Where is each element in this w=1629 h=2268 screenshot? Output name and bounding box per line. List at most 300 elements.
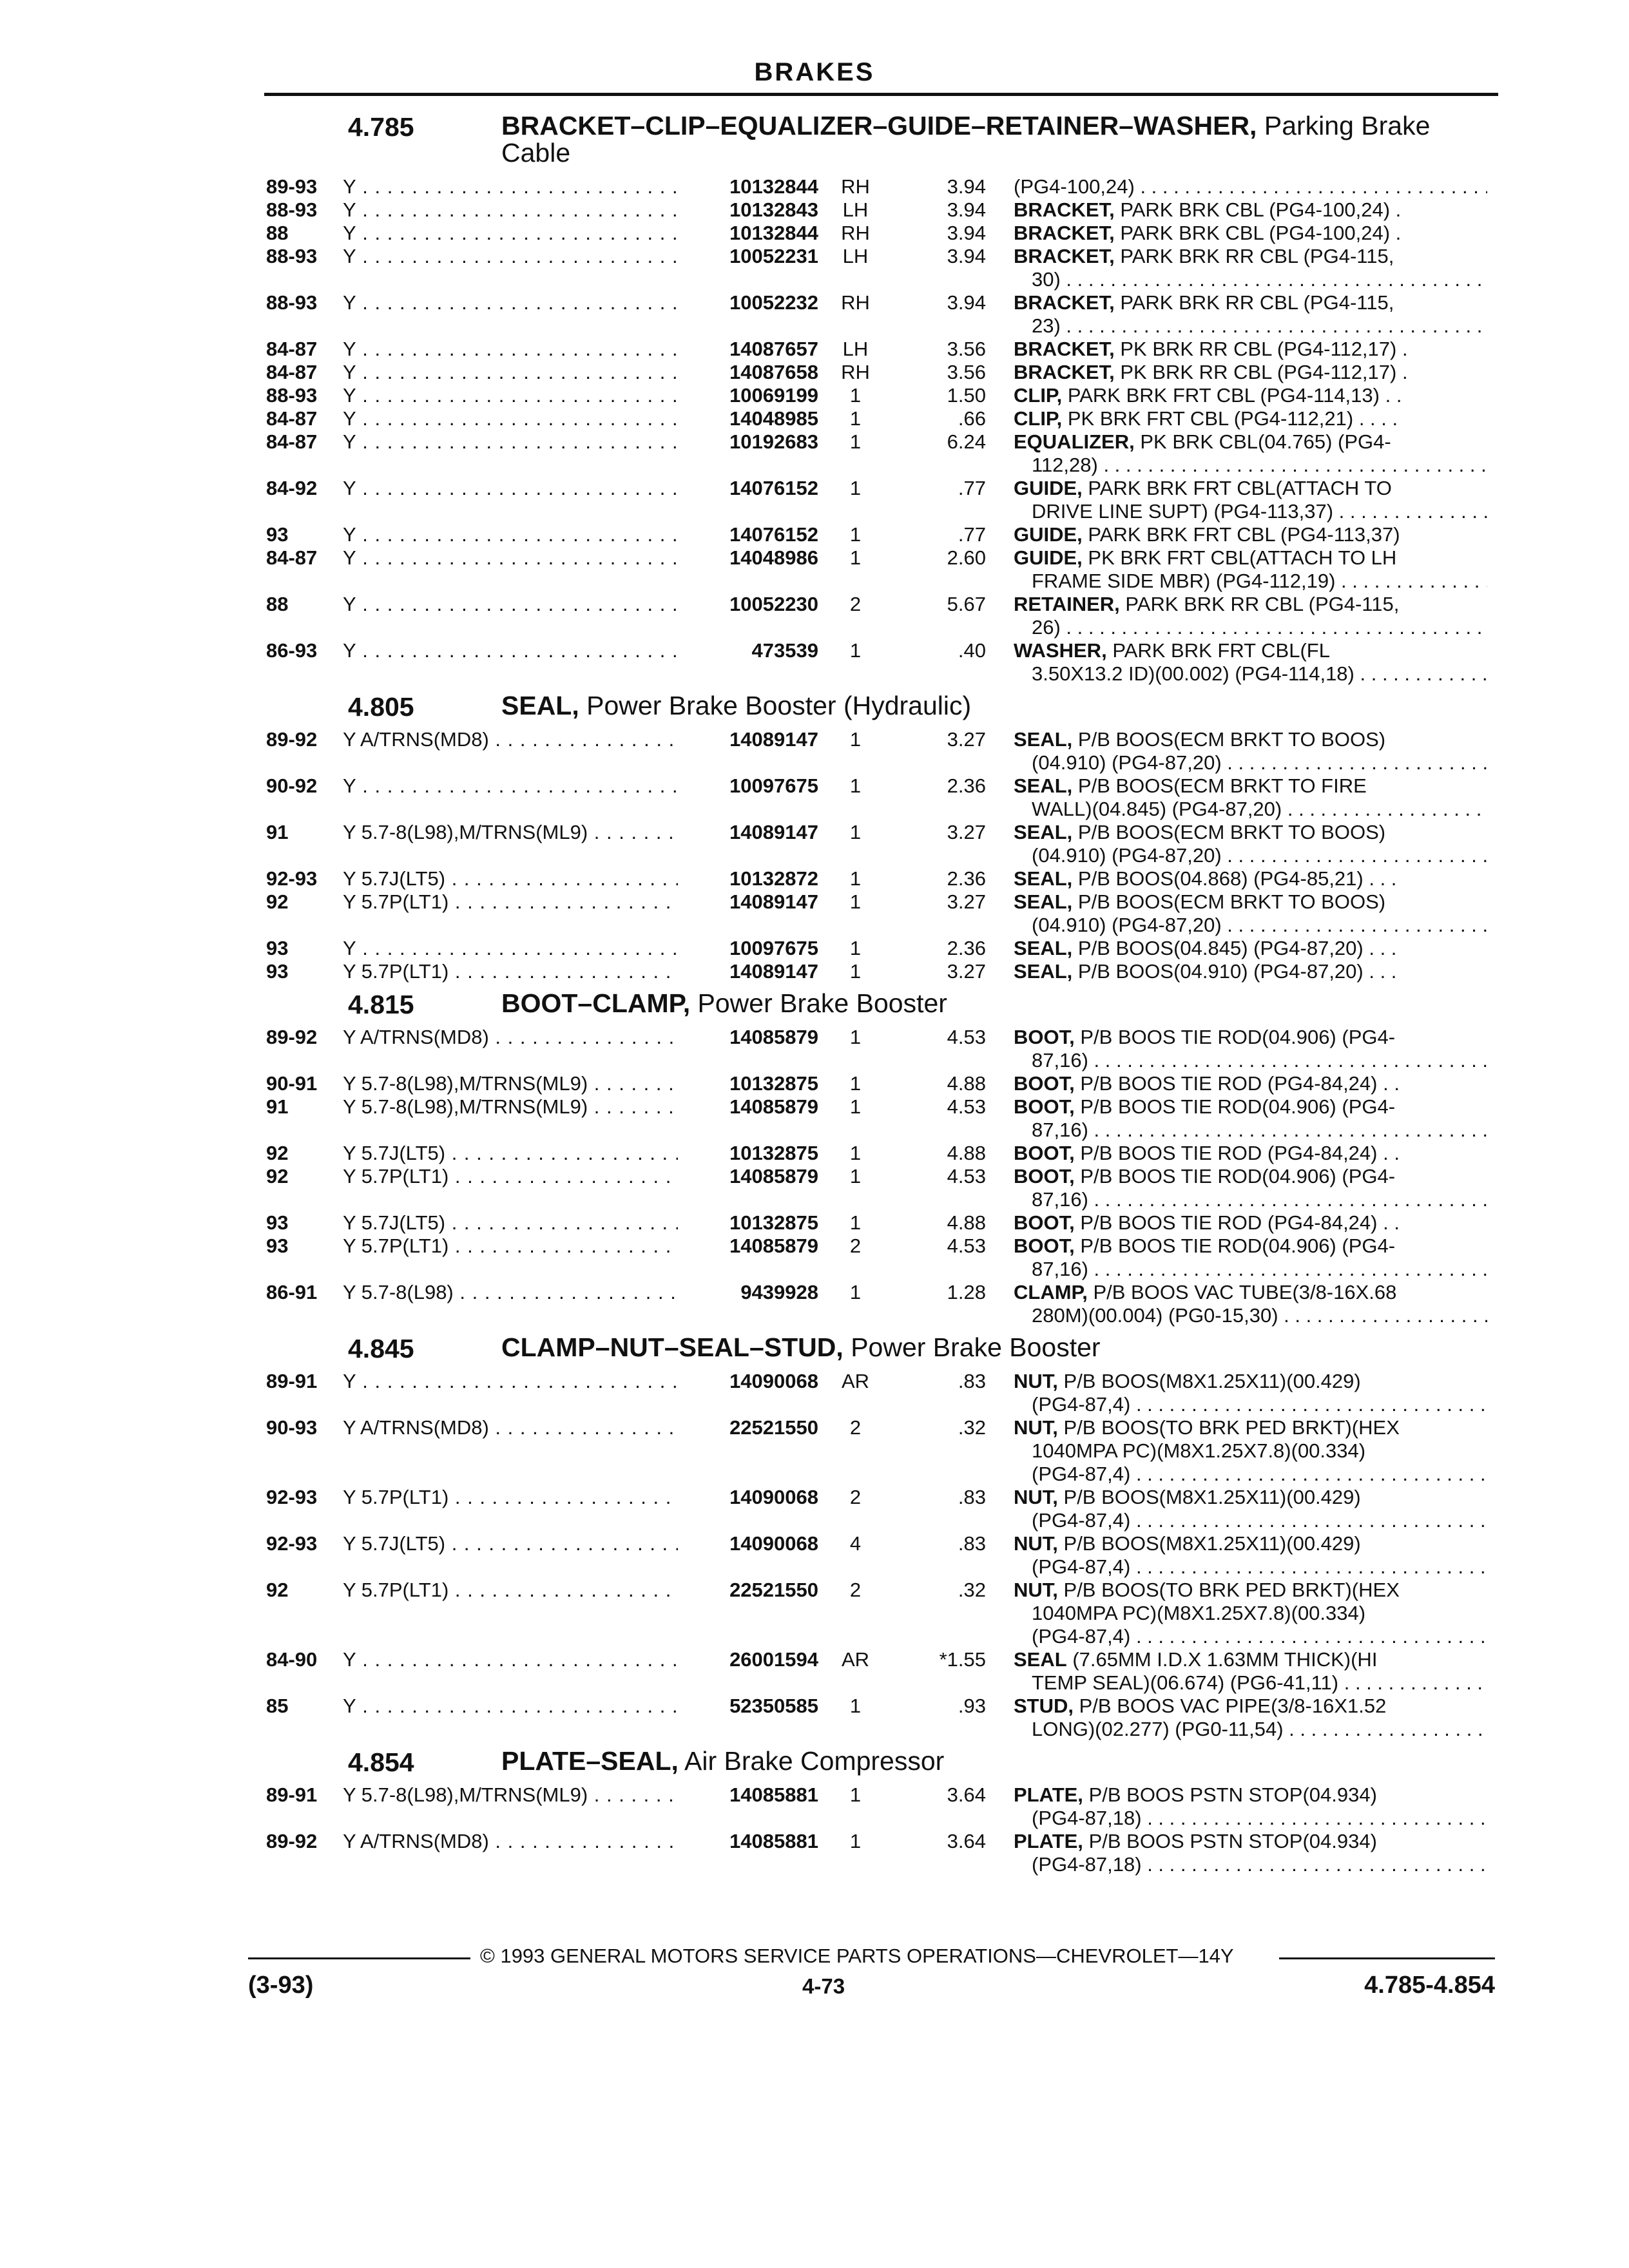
section-subtitle: Power Brake Booster [697,988,947,1018]
description-line [1014,1235,1487,1258]
part-number: 10192683 [729,430,818,453]
description-line [1014,1695,1487,1718]
model-years: 84-87 [266,546,318,569]
part-number: 9439928 [740,1281,818,1303]
description-line [1014,1370,1487,1393]
price: 3.64 [947,1830,986,1852]
description-line [1014,937,1487,960]
description [1014,384,1487,407]
quantity: 1 [849,1026,862,1048]
description-text: P/B BOOS(M8X1.25X11)(00.429) [1063,1532,1361,1555]
description-text: P/B BOOS TIE ROD (PG4-84,24) . . [1080,1211,1400,1234]
description-text: P/B BOOS VAC PIPE(3/8-16X1.52 [1079,1695,1387,1717]
price: 3.27 [947,728,986,751]
section-subtitle: Power Brake Booster [851,1332,1101,1362]
description-name: BOOT, [1014,1095,1075,1118]
section-header [0,691,1629,728]
section-name: PLATE–SEAL, [501,1746,679,1776]
part-number: 10132843 [729,198,818,221]
description-line [1014,268,1487,291]
description [1014,222,1487,245]
description-line [1014,914,1487,937]
table-row [0,1579,1629,1648]
application: Y . . . [343,523,678,546]
application: Y . . . [343,477,678,500]
description-line [1014,1783,1487,1807]
part-number: 10052232 [729,291,818,314]
description-text: P/B BOOS VAC TUBE(3/8-16X.68 [1093,1281,1397,1303]
model-years: 84-87 [266,407,318,430]
description-text: DRIVE LINE SUPT) (PG4-113,37) . . . . . . . [1032,500,1411,523]
quantity: AR [841,1370,870,1392]
table-row [0,1095,1629,1142]
part-number: 14048985 [729,407,818,430]
footer-rule-left [248,1957,470,1959]
description-line [1014,546,1487,570]
model-years: 86-93 [266,639,318,662]
description-name: STUD, [1014,1695,1074,1717]
description [1014,867,1487,890]
description-line [1014,1281,1487,1304]
description-name: SEAL, [1014,890,1073,913]
part-number: 14087657 [729,338,818,360]
model-years: 89-92 [266,728,318,751]
table-row [0,245,1629,291]
quantity: 4 [849,1532,862,1555]
part-number: 14090068 [729,1532,818,1555]
description-line [1014,1142,1487,1165]
application: Y 5.7P(LT1) . . . [343,1165,678,1188]
description [1014,774,1487,821]
description-line [1014,1393,1487,1416]
description-name: PLATE, [1014,1783,1083,1806]
description-line [1014,1532,1487,1555]
table-row [0,937,1629,960]
application: Y . . . [343,338,678,361]
description-line [1014,1671,1487,1695]
description-line [1014,1211,1487,1235]
description-name: SEAL, [1014,867,1073,890]
section-name: SEAL, [501,691,579,720]
application: Y . . . [343,291,678,314]
application: Y . . . [343,1695,678,1718]
part-number: 26001594 [729,1648,818,1671]
description-name: BOOT, [1014,1142,1075,1164]
price: .40 [958,639,986,662]
section-header [0,1332,1629,1370]
description [1014,1095,1487,1142]
description-text: PK BRK FRT CBL (PG4-112,21) . . . . [1067,407,1398,430]
application: Y . . . [343,430,678,454]
part-number: 10132844 [729,222,818,244]
description-name: GUIDE, [1014,523,1083,546]
quantity: 1 [849,774,862,797]
table-row [0,639,1629,686]
description-line [1014,477,1487,500]
price: .77 [958,523,986,546]
description-text: P/B BOOS(M8X1.25X11)(00.429) [1063,1486,1361,1508]
description-text: PK BRK CBL(04.765) (PG4- [1140,430,1391,453]
description-name: SEAL [1014,1648,1067,1671]
description-name: WASHER, [1014,639,1107,662]
description [1014,1165,1487,1211]
description-line [1014,1486,1487,1509]
page-title: BRAKES [754,58,875,86]
description [1014,1281,1487,1327]
description [1014,1235,1487,1281]
price: 4.53 [947,1095,986,1118]
application: Y . . . [343,245,678,268]
description-line [1014,639,1487,662]
application: Y . . . [343,1370,678,1393]
part-number: 14090068 [729,1370,818,1392]
description-line [1014,1830,1487,1853]
description [1014,639,1487,686]
description-text: PARK BRK FRT CBL (PG4-114,13) . . [1067,384,1402,407]
price: 2.36 [947,937,986,959]
description [1014,1695,1487,1741]
section-number: 4.854 [348,1747,414,1777]
model-years: 89-91 [266,1370,318,1392]
description-line [1014,1807,1487,1830]
model-years: 90-91 [266,1072,318,1095]
price: *1.55 [939,1648,986,1671]
description-name: BOOT, [1014,1211,1075,1234]
description-text: FRAME SIDE MBR) (PG4-112,19) . . . . . . . [1032,570,1413,592]
price: 3.64 [947,1783,986,1806]
section-title [501,112,1487,166]
table-row [0,477,1629,523]
description-line [1014,314,1487,338]
part-number: 473539 [751,639,818,662]
table-row [0,774,1629,821]
description-line [1014,844,1487,867]
parts-sections [0,106,1629,1876]
description-name: BRACKET, [1014,338,1115,360]
model-years: 92-93 [266,867,318,890]
part-number: 10097675 [729,774,818,797]
description-text: P/B BOOS TIE ROD(04.906) (PG4- [1080,1026,1396,1048]
section-name: CLAMP–NUT–SEAL–STUD, [501,1332,843,1362]
description-line [1014,198,1487,222]
model-years: 88 [266,593,289,615]
description-text: 112,28) [1032,454,1098,476]
price: 3.94 [947,175,986,198]
price: .77 [958,477,986,499]
quantity: 1 [849,1165,862,1187]
description-text: P/B BOOS(ECM BRKT TO BOOS) [1077,821,1386,843]
quantity: 1 [849,430,862,453]
part-number: 10052231 [729,245,818,267]
model-years: 89-93 [266,175,318,198]
description [1014,338,1487,361]
quantity: 1 [849,1211,862,1234]
price: 4.53 [947,1235,986,1257]
application: Y 5.7J(LT5) . . . [343,1532,678,1555]
description-line [1014,774,1487,798]
part-number: 10132875 [729,1142,818,1164]
table-row [0,821,1629,867]
description-line [1014,361,1487,384]
description-text: 87,16) [1032,1119,1088,1141]
table-row [0,728,1629,774]
description-text: PARK BRK FRT CBL(FL [1112,639,1330,662]
part-number: 10132875 [729,1211,818,1234]
table-row [0,1486,1629,1532]
quantity: 1 [849,821,862,843]
description-text: PARK BRK RR CBL (PG4-115, [1120,245,1394,267]
model-years: 85 [266,1695,289,1717]
description [1014,430,1487,477]
description-line [1014,500,1487,523]
description-text: 1040MPA PC)(M8X1.25X7.8)(00.334) [1032,1439,1366,1462]
quantity: 1 [849,1095,862,1118]
description-line [1014,338,1487,361]
quantity: 1 [849,384,862,407]
description-text: PARK BRK RR CBL (PG4-115, [1125,593,1400,615]
quantity: 1 [849,639,862,662]
quantity: 1 [849,477,862,499]
quantity: 1 [849,1830,862,1852]
description-name: BRACKET, [1014,361,1115,383]
description [1014,523,1487,546]
description-name: NUT, [1014,1579,1058,1601]
description-line [1014,1602,1487,1625]
quantity: RH [841,175,870,198]
description [1014,407,1487,430]
model-years: 84-90 [266,1648,318,1671]
description-name: NUT, [1014,1486,1058,1508]
description [1014,245,1487,291]
model-years: 88-93 [266,245,318,267]
description-name: NUT, [1014,1416,1058,1439]
section-title [501,990,1487,1017]
part-number: 14089147 [729,728,818,751]
description-line [1014,798,1487,821]
price: 3.27 [947,821,986,843]
description-text: (PG4-87,4) [1032,1509,1131,1532]
model-years: 89-91 [266,1783,318,1806]
table-row [0,1165,1629,1211]
model-years: 93 [266,1235,289,1257]
model-years: 92 [266,890,289,913]
description-text: (04.910) (PG4-87,20) [1032,844,1222,867]
description-text: 280M)(00.004) (PG0-15,30) . . . . . . . . . . . [1032,1304,1401,1327]
description-line [1014,867,1487,890]
model-years: 92-93 [266,1486,318,1508]
part-number: 14090068 [729,1486,818,1508]
application: Y . . . [343,361,678,384]
table-row [0,430,1629,477]
quantity: 1 [849,1783,862,1806]
description [1014,728,1487,774]
table-row [0,222,1629,245]
description-name: NUT, [1014,1532,1058,1555]
part-number: 10069199 [729,384,818,407]
description-text: 26) [1032,616,1061,639]
price: .32 [958,1416,986,1439]
application: Y 5.7P(LT1) . . . [343,890,678,914]
table-row [0,1072,1629,1095]
description-text: P/B BOOS(04.910) (PG4-87,20) . . . [1077,960,1397,983]
part-number: 10052230 [729,593,818,615]
quantity: RH [841,361,870,383]
footer-rule-right [1279,1957,1495,1959]
quantity: 1 [849,937,862,959]
price: .93 [958,1695,986,1717]
section-header [0,1746,1629,1783]
application: Y 5.7J(LT5) . . . [343,1211,678,1235]
application: Y . . . [343,774,678,798]
application: Y 5.7-8(L98),M/TRNS(ML9) . . . [343,1072,678,1095]
section-header [0,111,1629,175]
quantity: RH [841,222,870,244]
description-line [1014,1625,1487,1648]
description-text: TEMP SEAL)(06.674) (PG6-41,11) . . . . . . [1032,1671,1405,1694]
description-text: PK BRK RR CBL (PG4-112,17) . [1120,361,1408,383]
description-name: BRACKET, [1014,198,1115,221]
model-years: 90-92 [266,774,318,797]
description-text: P/B BOOS TIE ROD(04.906) (PG4- [1080,1235,1396,1257]
table-row [0,1783,1629,1830]
quantity: 2 [849,1486,862,1508]
application: Y 5.7J(LT5) . . . [343,1142,678,1165]
description-name: NUT, [1014,1370,1058,1392]
description-text: P/B BOOS PSTN STOP(04.934) [1088,1783,1377,1806]
description [1014,1416,1487,1486]
description-line [1014,1188,1487,1211]
description-line [1014,175,1487,198]
quantity: LH [842,245,869,267]
table-row [0,1211,1629,1235]
part-number: 14089147 [729,960,818,983]
description-text: P/B BOOS TIE ROD (PG4-84,24) . . [1080,1142,1400,1164]
section-title [501,692,1487,719]
description-line [1014,1026,1487,1049]
table-row [0,361,1629,384]
application: Y A/TRNS(MD8) . . . [343,1026,678,1049]
part-number: 10132844 [729,175,818,198]
description-text: P/B BOOS(ECM BRKT TO BOOS) [1077,728,1386,751]
part-number: 10132875 [729,1072,818,1095]
description-name: BOOT, [1014,1072,1075,1095]
application: Y . . . [343,593,678,616]
description-name: RETAINER, [1014,593,1120,615]
table-row [0,1235,1629,1281]
application: Y A/TRNS(MD8) . . . [343,1830,678,1853]
description [1014,1532,1487,1579]
application: Y . . . [343,407,678,430]
description [1014,960,1487,983]
table-row [0,523,1629,546]
description-line [1014,384,1487,407]
quantity: LH [842,338,869,360]
application: Y . . . [343,546,678,570]
description-line [1014,960,1487,983]
quantity: 1 [849,960,862,983]
table-row [0,338,1629,361]
price: 3.56 [947,338,986,360]
model-years: 89-92 [266,1830,318,1852]
description-text: (PG4-87,18) [1032,1853,1142,1876]
description-line [1014,291,1487,314]
price: 3.94 [947,245,986,267]
table-row [0,546,1629,593]
description-text: P/B BOOS(ECM BRKT TO FIRE [1077,774,1367,797]
description-text: (PG4-87,4) [1032,1393,1131,1416]
description-name: SEAL, [1014,774,1073,797]
description-text: 1040MPA PC)(M8X1.25X7.8)(00.334) [1032,1602,1366,1624]
price: 4.88 [947,1072,986,1095]
description-text: WALL)(04.845) (PG4-87,20) [1032,798,1282,820]
description-text: PK BRK RR CBL (PG4-112,17) . [1120,338,1408,360]
model-years: 84-87 [266,430,318,453]
description-line [1014,728,1487,751]
table-row [0,291,1629,338]
model-years: 88-93 [266,198,318,221]
description-name: BOOT, [1014,1235,1075,1257]
section-number: 4.805 [348,692,414,722]
description-text: (PG4-87,18) [1032,1807,1142,1829]
description-text: LONG)(02.277) (PG0-11,54) . . . . . . . . . . . [1032,1718,1406,1740]
description-text: PARK BRK FRT CBL (PG4-113,37) [1088,523,1400,546]
description-text: PARK BRK CBL (PG4-100,24) . [1120,222,1402,244]
description-name: SEAL, [1014,937,1073,959]
quantity: 2 [849,593,862,615]
price: 2.36 [947,867,986,890]
application: Y A/TRNS(MD8) . . . [343,728,678,751]
description-text: (PG4-87,4) [1032,1625,1131,1648]
description [1014,361,1487,384]
section-header [0,988,1629,1026]
description-name: CLAMP, [1014,1281,1088,1303]
description [1014,198,1487,222]
price: 1.28 [947,1281,986,1303]
price: 4.88 [947,1211,986,1234]
part-number: 14087658 [729,361,818,383]
price: 3.27 [947,890,986,913]
quantity: 1 [849,407,862,430]
section-name: BRACKET–CLIP–EQUALIZER–GUIDE–RETAINER–WASHER, [501,111,1257,140]
description-text: P/B BOOS(04.845) (PG4-87,20) . . . [1077,937,1397,959]
part-number: 22521550 [729,1579,818,1601]
description-text: P/B BOOS(TO BRK PED BRKT)(HEX [1063,1416,1400,1439]
description-line [1014,1095,1487,1119]
price: .83 [958,1532,986,1555]
description [1014,1486,1487,1532]
description-line [1014,1119,1487,1142]
section-range: 4.785-4.854 [1364,1972,1495,1999]
description-line [1014,1072,1487,1095]
description [1014,937,1487,960]
application: Y 5.7-8(L98),M/TRNS(ML9) . . . [343,1095,678,1119]
quantity: 2 [849,1416,862,1439]
section-subtitle: Power Brake Booster (Hydraulic) [586,691,972,720]
section-name: BOOT–CLAMP, [501,988,691,1018]
description-text: P/B BOOS PSTN STOP(04.934) [1088,1830,1377,1852]
part-number: 14085881 [729,1830,818,1852]
description-line [1014,245,1487,268]
description-text: 3.50X13.2 ID)(00.002) (PG4-114,18) . . . [1032,662,1388,685]
description-name: PLATE, [1014,1830,1083,1852]
description-line [1014,1579,1487,1602]
part-number: 10132872 [729,867,818,890]
description-line [1014,1555,1487,1579]
application: Y . . . [343,937,678,960]
page-number: 4-73 [802,1974,845,1998]
part-number: 14089147 [729,890,818,913]
quantity: 1 [849,546,862,569]
